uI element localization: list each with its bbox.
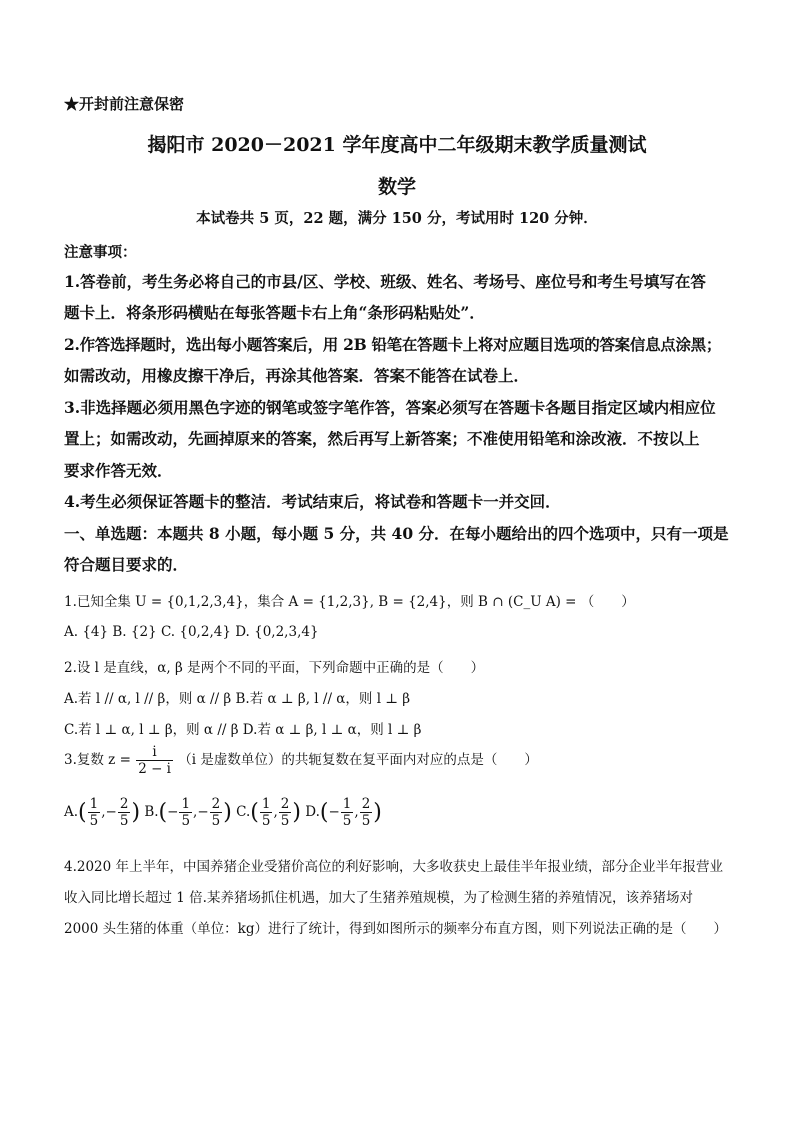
question-3-fraction	[136, 744, 173, 777]
y-sign: −	[197, 804, 209, 820]
notice-item-2-line-1: 2.作答选择题时，选出每小题答案后，用 2B 铅笔在答题卡上将对应题目选项的答案信息点涂黑；	[64, 335, 722, 354]
x-fraction	[260, 796, 273, 829]
x-sign: −	[328, 804, 340, 820]
question-3-options	[64, 796, 382, 829]
notice-item-3-line-2: 置上；如需改动，先画掉原来的答案，然后再写上新答案；不准使用铅笔和涂改液．不按以上	[64, 429, 700, 448]
x-fraction	[179, 796, 192, 829]
option-label: A.	[64, 804, 79, 820]
question-1-options: A. {4} B. {2} C. {0,2,4} D. {0,2,3,4}	[64, 624, 319, 640]
notice-item-1-line-2: 题卡上．将条形码横贴在每张答题卡右上角“条形码粘贴处”．	[64, 303, 485, 322]
y-fraction	[360, 796, 373, 829]
option-label: B.	[144, 804, 159, 820]
exam-info: 本试卷共 5 页，22 题，满分 150 分，考试用时 120 分钟．	[196, 210, 598, 227]
x-denominator: 5	[261, 813, 271, 829]
y-fraction	[118, 796, 131, 829]
option-label: C.	[236, 804, 251, 820]
q3-option-d: D.(− $\frac{1}{5}$ , $\frac{2}{5}$ )	[305, 796, 382, 829]
x-numerator: 1	[181, 796, 191, 812]
y-numerator: 2	[361, 796, 371, 812]
notice-item-2-line-2: 如需改动，用橡皮擦干净后，再涂其他答案．答案不能答在试卷上．	[64, 366, 530, 385]
x-fraction	[341, 796, 354, 829]
confidential-note: ★开封前注意保密	[64, 95, 185, 113]
y-numerator: 2	[280, 796, 290, 812]
fraction-denominator: 2 − i	[138, 761, 171, 777]
x-numerator: 1	[89, 796, 99, 812]
y-fraction	[279, 796, 292, 829]
x-numerator: 1	[342, 796, 352, 812]
subject-title: 数学	[377, 176, 416, 198]
y-denominator: 5	[211, 813, 221, 829]
q3-option-a: A.( $\frac{1}{5}$ ,− $\frac{2}{5}$ )	[64, 796, 141, 829]
question-2-options-cd: C.若 l ⊥ α, l ⊥ β，则 α // β D.若 α ⊥ β, l ⊥ α，则 l ⊥ β	[64, 722, 422, 738]
fraction-numerator: i	[136, 744, 173, 761]
question-2-stem: 2.设 l 是直线，α, β 是两个不同的平面，下列命题中正确的是（ ）	[64, 660, 485, 676]
section-1-heading-line-1: 一、单选题：本题共 8 小题，每小题 5 分，共 40 分．在每小题给出的四个选项中，只有一项是	[64, 524, 729, 543]
question-3-stem-prefix: 3.复数 z =	[64, 752, 131, 768]
section-1-heading-line-2: 符合题目要求的．	[64, 555, 189, 574]
y-numerator: 2	[119, 796, 129, 812]
notice-item-3-line-3: 要求作答无效．	[64, 461, 173, 480]
question-3-stem	[64, 744, 538, 777]
question-4-text: 4.2020 年上半年，中国养猪企业受猪价高位的利好影响，大多收获史上最佳半年报业绩，部分企业半年报营业收入同比增长超过 1 倍.某养猪场抓住机遇，加大了生猪养殖规模，为了检测生猪的养殖情况，该养猪场对 2000 头生猪的体重（单位：kg）进行了统计，得到如图所示的频率分布直方图，则下列说法正确的是（ ）	[64, 859, 727, 937]
x-sign: −	[167, 804, 179, 820]
x-denominator: 5	[89, 813, 99, 829]
notice-heading: 注意事项：	[64, 244, 137, 261]
q3-option-b: B.(− $\frac{1}{5}$ ,− $\frac{2}{5}$ )	[144, 796, 232, 829]
option-label: D.	[305, 804, 320, 820]
notice-item-4: 4.考生必须保证答题卡的整洁．考试结束后，将试卷和答题卡一并交回．	[64, 492, 561, 511]
exam-title: 揭阳市 2020－2021 学年度高中二年级期末教学质量测试	[147, 134, 647, 156]
x-denominator: 5	[181, 813, 191, 829]
question-1-stem: 1.已知全集 U = {0,1,2,3,4}，集合 A = {1,2,3}, B = {2,4}，则 B ∩ (C_U A) = （ ）	[64, 594, 635, 610]
question-3-stem-suffix: （i 是虚数单位）的共轭复数在复平面内对应的点是（ ）	[178, 752, 538, 768]
x-numerator: 1	[261, 796, 271, 812]
y-numerator: 2	[211, 796, 221, 812]
y-sign: −	[105, 804, 117, 820]
notice-item-1-line-1: 1.答卷前，考生务必将自己的市县/区、学校、班级、姓名、考场号、座位号和考生号填写在答	[64, 272, 706, 291]
x-denominator: 5	[342, 813, 352, 829]
q3-option-c: C.( $\frac{1}{5}$ , $\frac{2}{5}$ )	[236, 796, 301, 829]
y-denominator: 5	[361, 813, 371, 829]
question-2-options-ab: A.若 l // α, l // β，则 α // β B.若 α ⊥ β, l // α，则 l ⊥ β	[64, 691, 411, 707]
y-denominator: 5	[119, 813, 129, 829]
notice-item-3-line-1: 3.非选择题必须用黑色字迹的钢笔或签字笔作答，答案必须写在答题卡各题目指定区域内相应位	[64, 398, 716, 417]
y-fraction	[210, 796, 223, 829]
x-fraction	[88, 796, 101, 829]
y-denominator: 5	[280, 813, 290, 829]
